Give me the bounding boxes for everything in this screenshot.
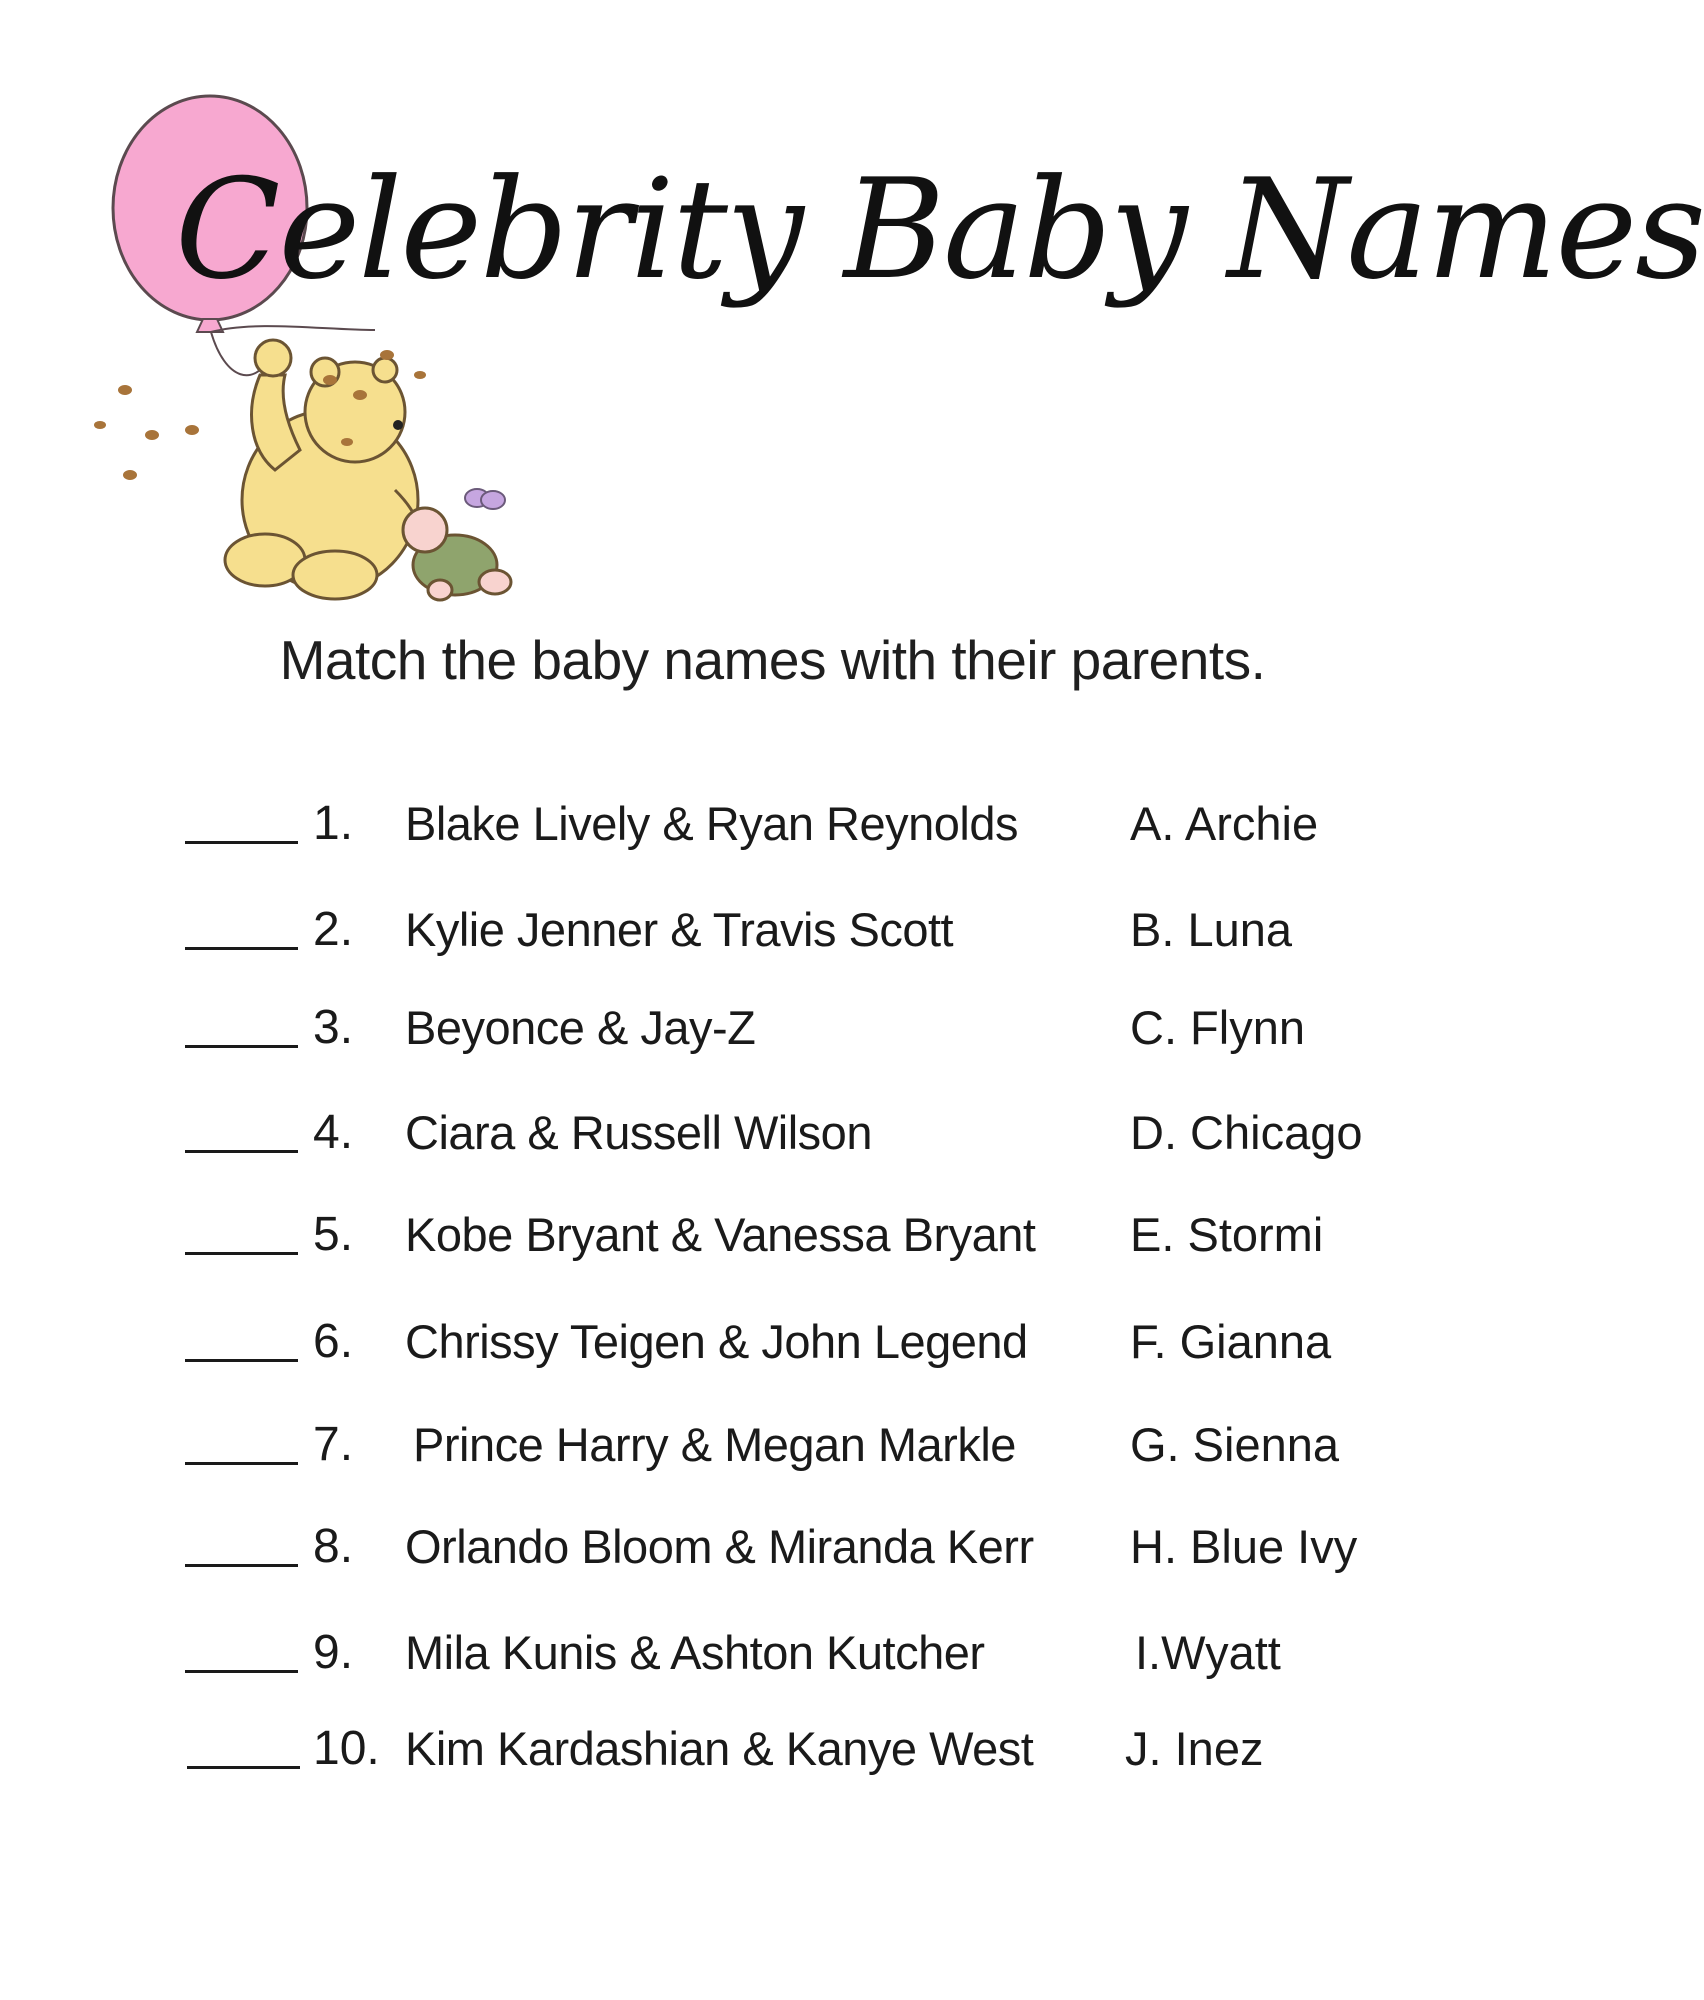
question-number: 2.: [313, 903, 354, 956]
question-row: [0, 1512, 1545, 1582]
answer-blank-line[interactable]: [185, 1359, 298, 1362]
parents-names: Kim Kardashian & Kanye West: [405, 1722, 1034, 1775]
answer-blank-line[interactable]: [185, 1045, 298, 1048]
question-row: [0, 1200, 1545, 1270]
answer-blank-line[interactable]: [185, 841, 298, 844]
question-row: [0, 1714, 1545, 1784]
question-number: 5.: [313, 1208, 354, 1261]
question-row: [0, 1307, 1545, 1377]
question-row: [0, 789, 1545, 859]
answer-blank-line[interactable]: [185, 947, 298, 950]
parents-names: Kobe Bryant & Vanessa Bryant: [405, 1208, 1036, 1261]
question-row: [0, 1410, 1545, 1480]
page-title: Celebrity Baby Names: [175, 149, 1704, 310]
baby-name-option: I.Wyatt: [1135, 1626, 1281, 1679]
parents-names: Prince Harry & Megan Markle: [413, 1418, 1016, 1471]
question-number: 3.: [313, 1001, 354, 1054]
question-number: 6.: [313, 1315, 354, 1368]
question-number: 7.: [313, 1418, 354, 1471]
baby-name-option: F. Gianna: [1130, 1315, 1332, 1368]
butterfly-icon: [465, 489, 505, 509]
parents-names: Mila Kunis & Ashton Kutcher: [405, 1626, 985, 1679]
piglet-icon: [403, 508, 511, 600]
baby-name-option: C. Flynn: [1130, 1001, 1305, 1054]
parents-names: Chrissy Teigen & John Legend: [405, 1315, 1028, 1368]
question-number: 4.: [313, 1106, 354, 1159]
answer-blank-line[interactable]: [185, 1252, 298, 1255]
question-number: 1.: [313, 797, 354, 850]
answer-blank-line[interactable]: [185, 1150, 298, 1153]
winnie-the-pooh-icon: [225, 340, 419, 599]
question-row: [0, 895, 1545, 965]
answer-blank-line[interactable]: [185, 1462, 298, 1465]
baby-name-option: B. Luna: [1130, 903, 1293, 956]
question-row: [0, 993, 1545, 1063]
instructions-text: Match the baby names with their parents.: [279, 629, 1266, 691]
question-number: 10.: [313, 1722, 380, 1775]
parents-names: Blake Lively & Ryan Reynolds: [405, 797, 1018, 850]
question-number: 9.: [313, 1626, 354, 1679]
parents-names: Beyonce & Jay-Z: [405, 1001, 756, 1054]
parents-names: Ciara & Russell Wilson: [405, 1106, 872, 1159]
answer-blank-line[interactable]: [185, 1564, 298, 1567]
answer-blank-line[interactable]: [185, 1670, 298, 1673]
question-row: [0, 1098, 1545, 1168]
baby-name-option: A. Archie: [1130, 797, 1319, 850]
answer-blank-line[interactable]: [187, 1766, 300, 1769]
baby-name-option: H. Blue Ivy: [1130, 1520, 1358, 1573]
question-row: [0, 1618, 1545, 1688]
baby-name-option: E. Stormi: [1130, 1208, 1324, 1261]
parents-names: Orlando Bloom & Miranda Kerr: [405, 1520, 1034, 1573]
parents-names: Kylie Jenner & Travis Scott: [405, 903, 954, 956]
question-number: 8.: [313, 1520, 354, 1573]
baby-name-option: G. Sienna: [1130, 1418, 1340, 1471]
baby-name-option: D. Chicago: [1130, 1106, 1363, 1159]
baby-name-option: J. Inez: [1125, 1722, 1264, 1775]
